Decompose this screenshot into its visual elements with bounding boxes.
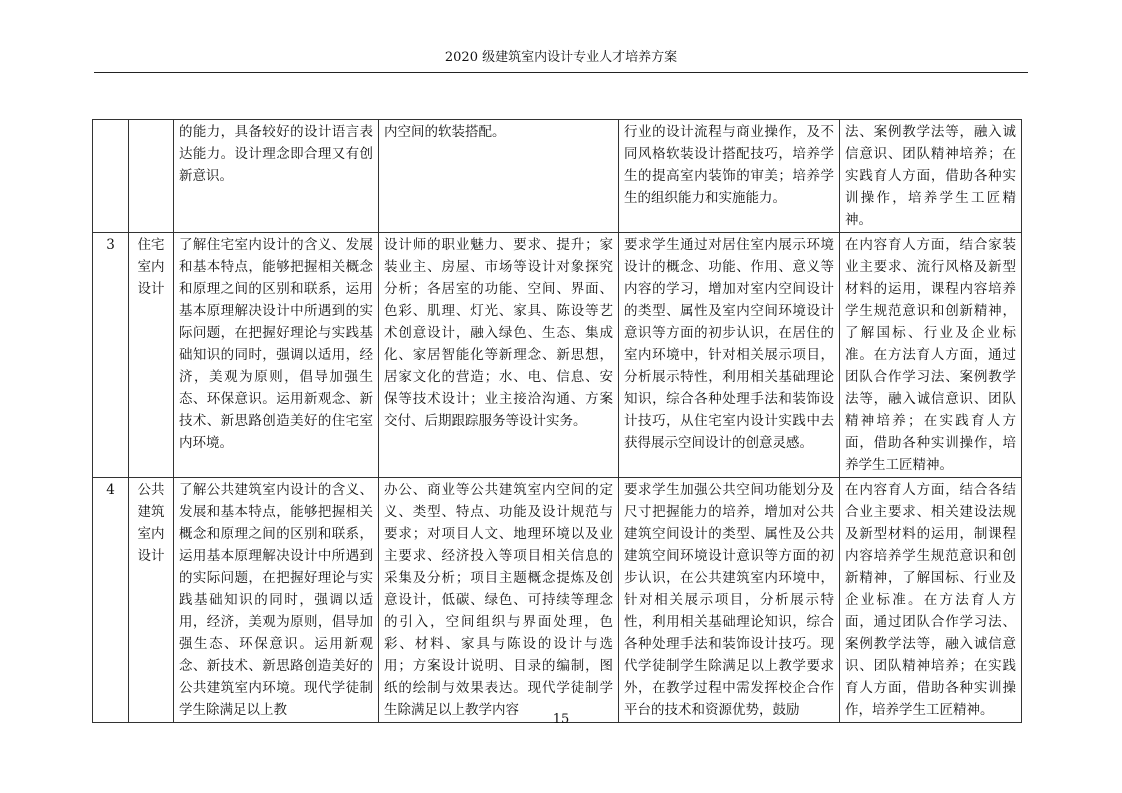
teaching-requirement: 要求学生加强公共空间功能划分及尺寸把握能力的培养，增加对公共建筑空间设计的类型、属性及公共建筑空间环境设计意识等方面的初步认识，在公共建筑室内环境中，针对相关展示项目，分析展示特性，利用相关基础理论知识，综合各种处理手法和装饰设计技巧。现代学徒制学生除满足以上教学要求外，在教学过程中需发挥校企合作平台的技术和资源优势，鼓励 (619, 478, 840, 723)
page-header-title: 2020 级建筑室内设计专业人才培养方案 (444, 50, 678, 65)
course-number: 3 (93, 233, 129, 478)
ideology-education: 在内容育人方面，结合各结合业主要求、相关建设法规及新型材料的运用，制课程内容培养学生规范意识和创新精神，了解国标、行业及企业标准。在方法育人方面，通过团队合作学习法、案例教学法等，融入诚信意识、团队精神培养；在实践育人方面，借助各种实训操作，培养学生工匠精神。 (840, 478, 1022, 723)
curriculum-table (92, 119, 1022, 723)
ideology-education: 在内容育人方面，结合家装业主要求、流行风格及新型材料的运用，课程内容培养学生规范意识和创新精神，了解国标、行业及企业标准。在方法育人方面，通过团队合作学习法、案例教学法等，融入诚信意识、团队精神培养；在实践育人方面，借助各种实训操作，培养学生工匠精神。 (840, 233, 1022, 478)
course-name: 公共建筑室内设计 (129, 478, 174, 723)
course-content: 设计师的职业魅力、要求、提升；家装业主、房屋、市场等设计对象探究分析；各居室的功能、空间、界面、色彩、肌理、灯光、家具、陈设等艺术创意设计，融入绿色、生态、集成化、家居智能化等新理念、新思想，居家文化的营造；水、电、信息、安保等技术设计；业主接洽沟通、方案交付、后期跟踪服务等设计实务。 (379, 233, 619, 478)
course-content: 内空间的软装搭配。 (379, 120, 619, 233)
ideology-education: 法、案例教学法等，融入诚信意识、团队精神培养；在实践育人方面，借助各种实训操作，培养学生工匠精神。 (840, 120, 1022, 233)
teaching-requirement: 要求学生通过对居住室内展示环境设计的概念、功能、作用、意义等内容的学习，增加对室内空间设计的类型、属性及室内空间环境设计意识等方面的初步认识，在居住的室内环境中，针对相关展示项目，分析展示特性，利用相关基础理论知识，综合各种处理手法和装饰设计技巧，从住宅室内设计实践中去获得展示空间设计的创意灵感。 (619, 233, 840, 478)
teaching-requirement: 行业的设计流程与商业操作，及不同风格软装设计搭配技巧，培养学生的提高室内装饰的审美；培养学生的组织能力和实施能力。 (619, 120, 840, 233)
page-number: 15 (552, 712, 570, 727)
course-number (93, 120, 129, 233)
table-row (93, 478, 1022, 723)
header-rule (94, 72, 1028, 73)
course-number: 4 (93, 478, 129, 723)
course-name (129, 120, 174, 233)
course-goal: 了解住宅室内设计的含义、发展和基本特点，能够把握相关概念和原理之间的区别和联系，运用基本原理解决设计中所遇到的实际问题，在把握好理论与实践基础知识的同时，强调以适用，经济，美观为原则，倡导加强生态、环保意识。运用新观念、新技术、新思路创造美好的住宅室内环境。 (174, 233, 379, 478)
course-goal: 的能力，具备较好的设计语言表达能力。设计理念即合理又有创新意识。 (174, 120, 379, 233)
course-content: 办公、商业等公共建筑室内空间的定义、类型、特点、功能及设计规范与要求；对项目人文、地理环境以及业主要求、经济投入等项目相关信息的采集及分析；项目主题概念提炼及创意设计，低碳、绿色、可持续等理念的引入，空间组织与界面处理，色彩、材料、家具与陈设的设计与选用；方案设计说明、目录的编制，图纸的绘制与效果表达。现代学徒制学生除满足以上教学内容 (379, 478, 619, 723)
table-row (93, 233, 1022, 478)
table-row (93, 120, 1022, 233)
course-goal: 了解公共建筑室内设计的含义、发展和基本特点，能够把握相关概念和原理之间的区别和联系，运用基本原理解决设计中所遇到的实际问题，在把握好理论与实践基础知识的同时，强调以适用，经济，美观为原则，倡导加强生态、环保意识。运用新观念、新技术、新思路创造美好的公共建筑室内环境。现代学徒制学生除满足以上教 (174, 478, 379, 723)
course-name: 住宅室内设计 (129, 233, 174, 478)
